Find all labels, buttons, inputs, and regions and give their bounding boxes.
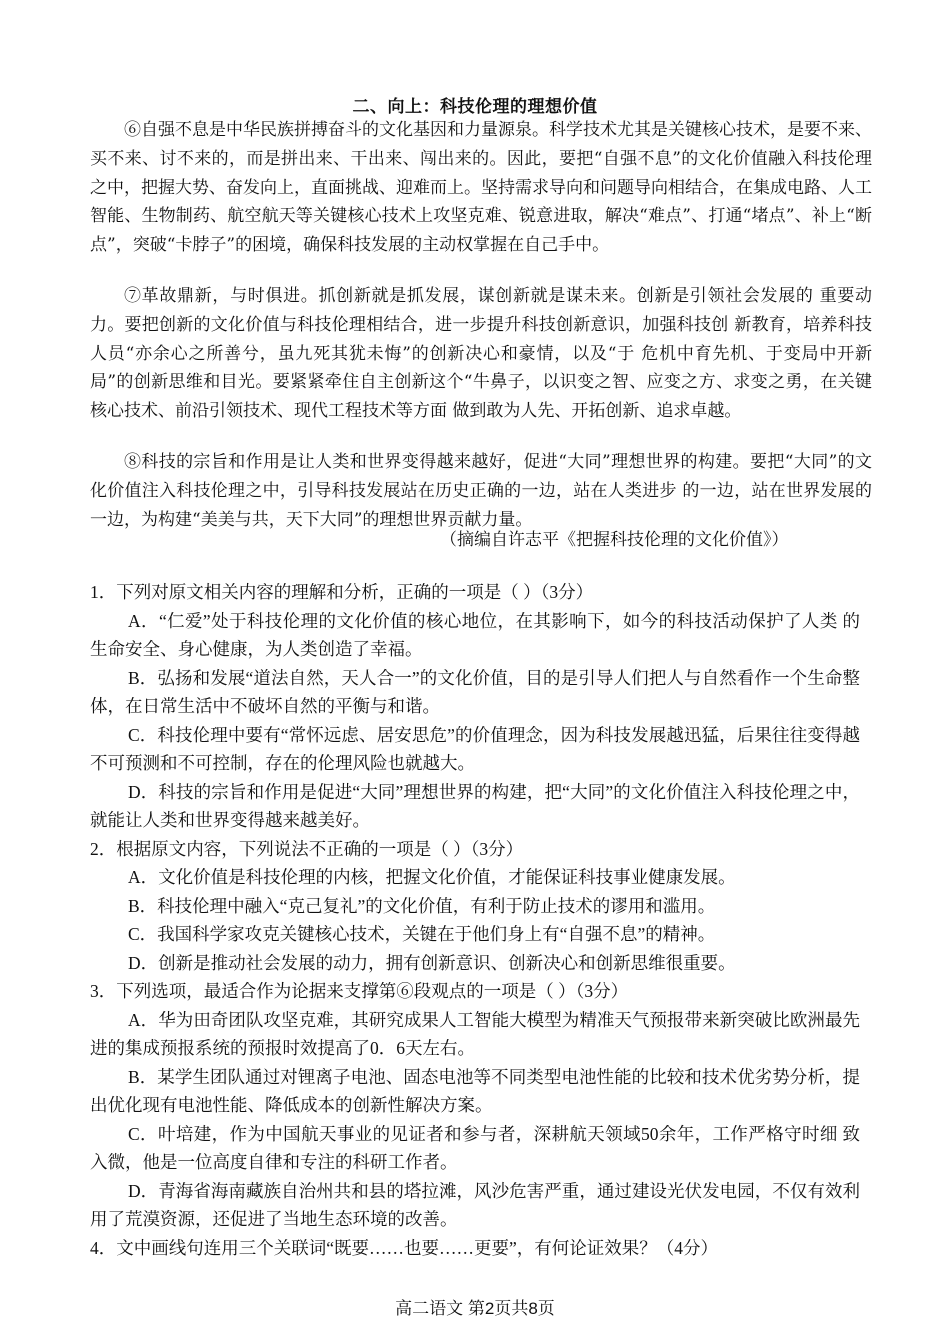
- question-stem: 1．下列对原文相关内容的理解和分析，正确的一项是（ ）（3分）: [90, 582, 594, 602]
- option-a: A．华为田奇团队攻坚克难，其研究成果人工智能大模型为精准天气预报带来新突破比欧洲最先进的集成预报系统的预报时效提高了0．6天左右。: [90, 1009, 860, 1058]
- option-a: A．“仁爱”处于科技伦理的文化价值的核心地位，在其影响下，如今的科技活动保护了人类 的生命安全、身心健康，为人类创造了幸福。: [90, 610, 860, 659]
- section-title: 二、向上：科技伦理的理想价值: [352, 97, 598, 117]
- paragraph-7: ⑦革故鼎新，与时俱进。抓创新就是抓发展，谋创新就是谋未来。创新是引领社会发展的 重要动力。要把创新的文化价值与科技伦理相结合，进一步提升科技创新意识，加强科技创 新教育，培养科技人员“亦余心之所善兮，虽九死其犹未悔”的创新决心和豪情，以及“于 危机中育先机、于变局中开新局”的创新思维和目光。要紧紧牵住自主创新这个“牛鼻子，以识变之智、应变之方、求变之勇，在关键核心技术、前沿引领技术、现代工程技术等方面 做到敢为人先、开拓创新、追求卓越。: [90, 286, 872, 422]
- option-d: D．青海省海南藏族自治州共和县的塔拉滩，风沙危害严重，通过建设光伏发电园，不仅有效利用了荒漠资源，还促进了当地生态环境的改善。: [90, 1180, 860, 1229]
- option-b: B．弘扬和发展“道法自然，天人合一”的文化价值，目的是引导人们把人与自然看作一个生命整体，在日常生活中不破坏自然的平衡与和谐。: [90, 667, 860, 716]
- option-c: C．叶培建，作为中国航天事业的见证者和参与者，深耕航天领域50余年，工作严格守时细 致入微，他是一位高度自律和专注的科研工作者。: [90, 1123, 860, 1172]
- option-a: A．文化价值是科技伦理的内核，把握文化价值，才能保证科技事业健康发展。: [128, 867, 736, 887]
- question-stem: 4．文中画线句连用三个关联词“既要……也要……更要”，有何论证效果？（4分）: [90, 1237, 719, 1258]
- option-c: C．我国科学家攻克关键核心技术，关键在于他们身上有“自强不息”的精神。: [128, 924, 716, 944]
- question-1: [90, 578, 860, 835]
- question-stem: 2．根据原文内容，下列说法不正确的一项是（ ）（3分）: [90, 838, 524, 859]
- page-footer: 高二语文 第2页共8页: [395, 1299, 555, 1318]
- option-b: B．某学生团队通过对锂离子电池、固态电池等不同类型电池性能的比较和技术优劣势分析，提出优化现有电池性能、降低成本的创新性解决方案。: [90, 1066, 860, 1115]
- question-3: [90, 977, 860, 1234]
- question-2: [90, 835, 860, 978]
- question-list: [90, 578, 860, 1262]
- option-d: D．创新是推动社会发展的动力，拥有创新意识、创新决心和创新思维很重要。: [128, 952, 736, 973]
- question-stem: 3．下列选项，最适合作为论据来支撑第⑥段观点的一项是（ ）（3分）: [90, 981, 629, 1001]
- paragraph-6: ⑥自强不息是中华民族拼搏奋斗的文化基因和力量源泉。科学技术尤其是关键核心技术，是要不来、买不来、讨不来的，而是拼出来、干出来、闯出来的。因此，要把“自强不息”的文化价值融入科技伦理之中，把握大势、奋发向上，直面挑战、迎难而上。坚持需求导向和问题导向相结合，在集成电路、人工智能、生物制药、航空航天等关键核心技术上攻坚克难、锐意进取，解决“难点”、打通“堵点”、补上“断点”，突破“卡脖子”的困境，确保科技发展的主动权掌握在自己手中。: [90, 120, 872, 256]
- paragraph-8: ⑧科技的宗旨和作用是让人类和世界变得越来越好，促进“大同”理想世界的构建。要把“大同”的文化价值注入科技伦理之中，引导科技发展站在历史正确的一边，站在人类进步 的一边，站在世界发展的一边，为构建“美美与共，天下大同”的理想世界贡献力量。: [90, 452, 872, 530]
- option-c: C．科技伦理中要有“常怀远虑、居安思危”的价值理念，因为科技发展越迅猛，后果往往变得越不可预测和不可控制，存在的伦理风险也就越大。: [90, 724, 860, 773]
- option-d: D．科技的宗旨和作用是促进“大同”理想世界的构建，把“大同”的文化价值注入科技伦理之中，就能让人类和世界变得越来越美好。: [90, 781, 860, 830]
- option-b: B．科技伦理中融入“克己复礼”的文化价值，有利于防止技术的谬用和滥用。: [128, 895, 716, 916]
- question-4: [90, 1234, 860, 1263]
- source-citation: （摘编自许志平《把握科技伦理的文化价值》）: [440, 530, 789, 550]
